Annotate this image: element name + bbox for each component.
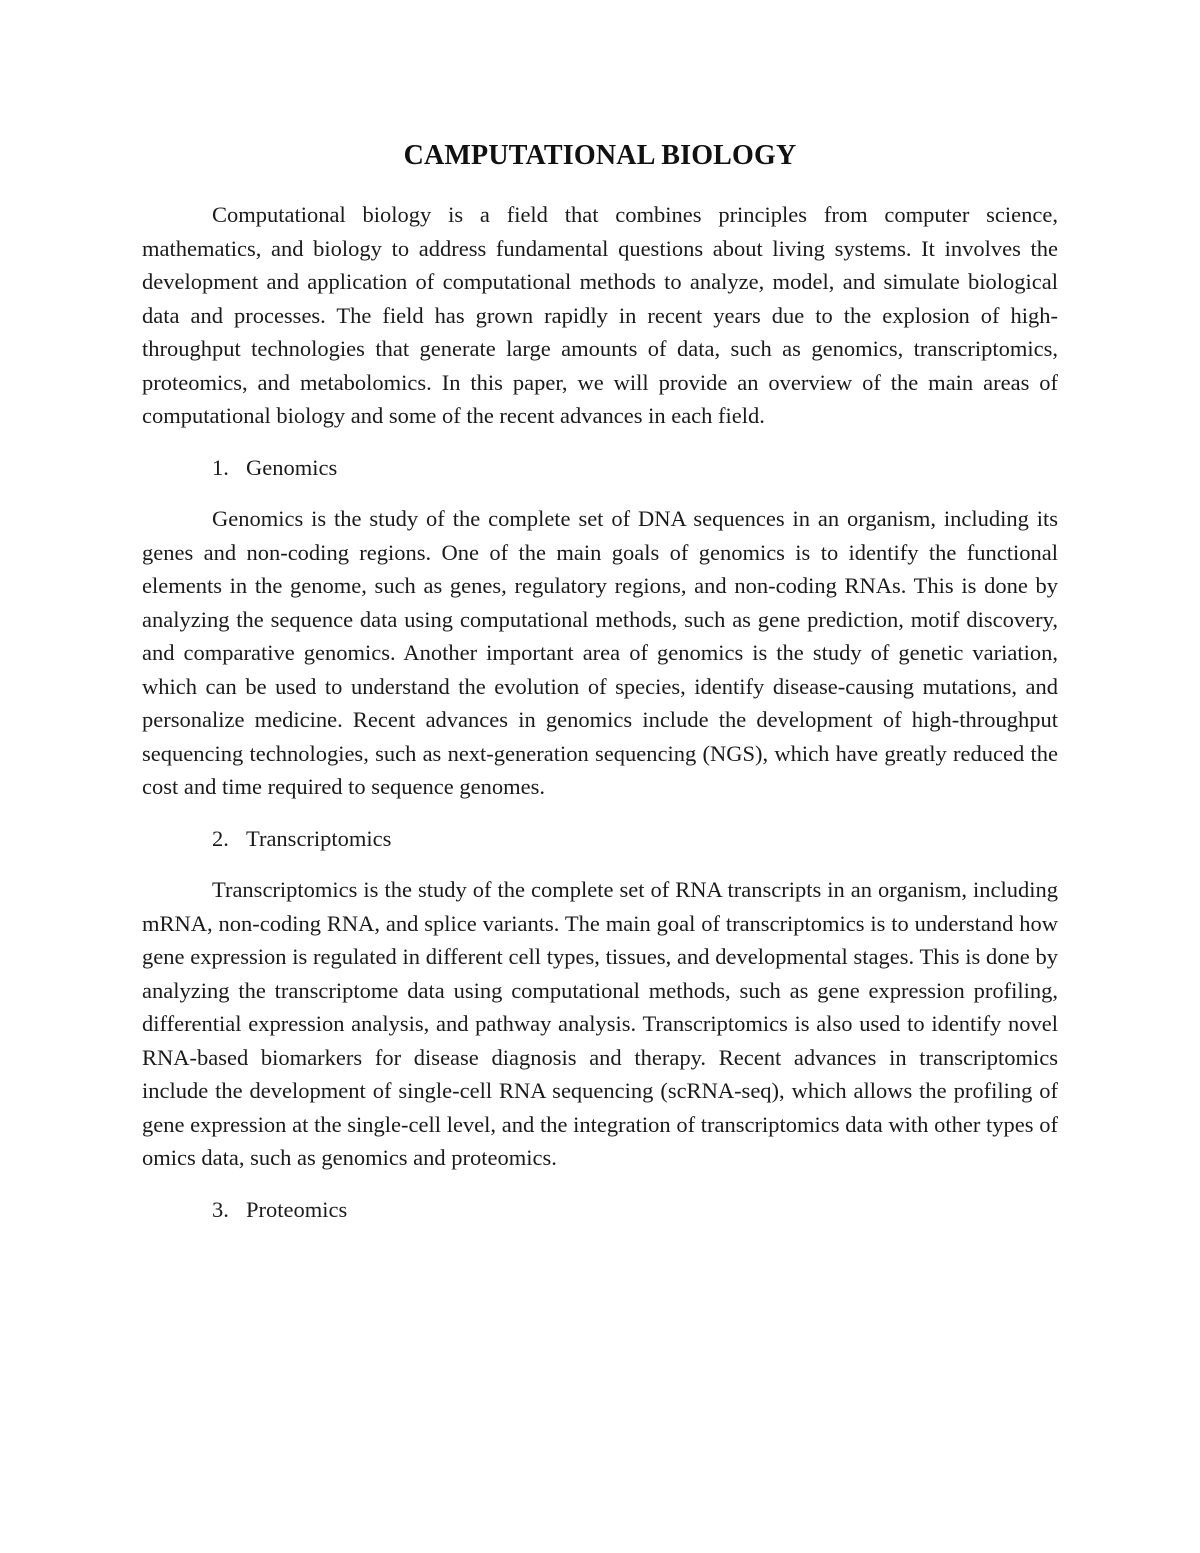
section-heading-transcriptomics bbox=[142, 822, 1058, 856]
section-number: 1. bbox=[212, 454, 229, 480]
section-number: 3. bbox=[212, 1196, 229, 1222]
section-title: Proteomics bbox=[246, 1196, 348, 1222]
section-number: 2. bbox=[212, 825, 229, 851]
document-body bbox=[142, 140, 1058, 1244]
section-paragraph-genomics: Genomics is the study of the complete set of DNA sequences in an organism, including its genes and non-coding regions. One of the main goals of genomics is to identify the functional elements in the genome, such as genes, regulatory regions, and non-coding RNAs. This is done by analyzing the sequence data using computational methods, such as gene prediction, motif discovery, and comparative genomics. Another important area of genomics is the study of genetic variation, which can be used to understand the evolution of species, identify disease-causing mutations, and personalize medicine. Recent advances in genomics include the development of high-throughput sequencing technologies, such as next-generation sequencing (NGS), which have greatly reduced the cost and time required to sequence genomes. bbox=[142, 506, 1058, 799]
section-title: Transcriptomics bbox=[246, 825, 392, 851]
section-heading-proteomics bbox=[142, 1193, 1058, 1227]
intro-paragraph: Computational biology is a field that combines principles from computer science, mathematics, and biology to address fundamental questions about living systems. It involves the development and application of computational methods to analyze, model, and simulate biological data and processes. The field has grown rapidly in recent years due to the explosion of high-throughput technologies that generate large amounts of data, such as genomics, transcriptomics, proteomics, and metabolomics. In this paper, we will provide an overview of the main areas of computational biology and some of the recent advances in each field. bbox=[142, 202, 1058, 428]
section-paragraph-transcriptomics: Transcriptomics is the study of the complete set of RNA transcripts in an organism, including mRNA, non-coding RNA, and splice variants. The main goal of transcriptomics is to understand how gene expression is regulated in different cell types, tissues, and developmental stages. This is done by analyzing the transcriptome data using computational methods, such as gene expression profiling, differential expression analysis, and pathway analysis. Transcriptomics is also used to identify novel RNA-based biomarkers for disease diagnosis and therapy. Recent advances in transcriptomics include the development of single-cell RNA sequencing (scRNA-seq), which allows the profiling of gene expression at the single-cell level, and the integration of transcriptomics data with other types of omics data, such as genomics and proteomics. bbox=[142, 877, 1058, 1170]
section-heading-genomics bbox=[142, 451, 1058, 485]
page-title: CAMPUTATIONAL BIOLOGY bbox=[403, 140, 797, 171]
section-title: Genomics bbox=[246, 454, 338, 480]
